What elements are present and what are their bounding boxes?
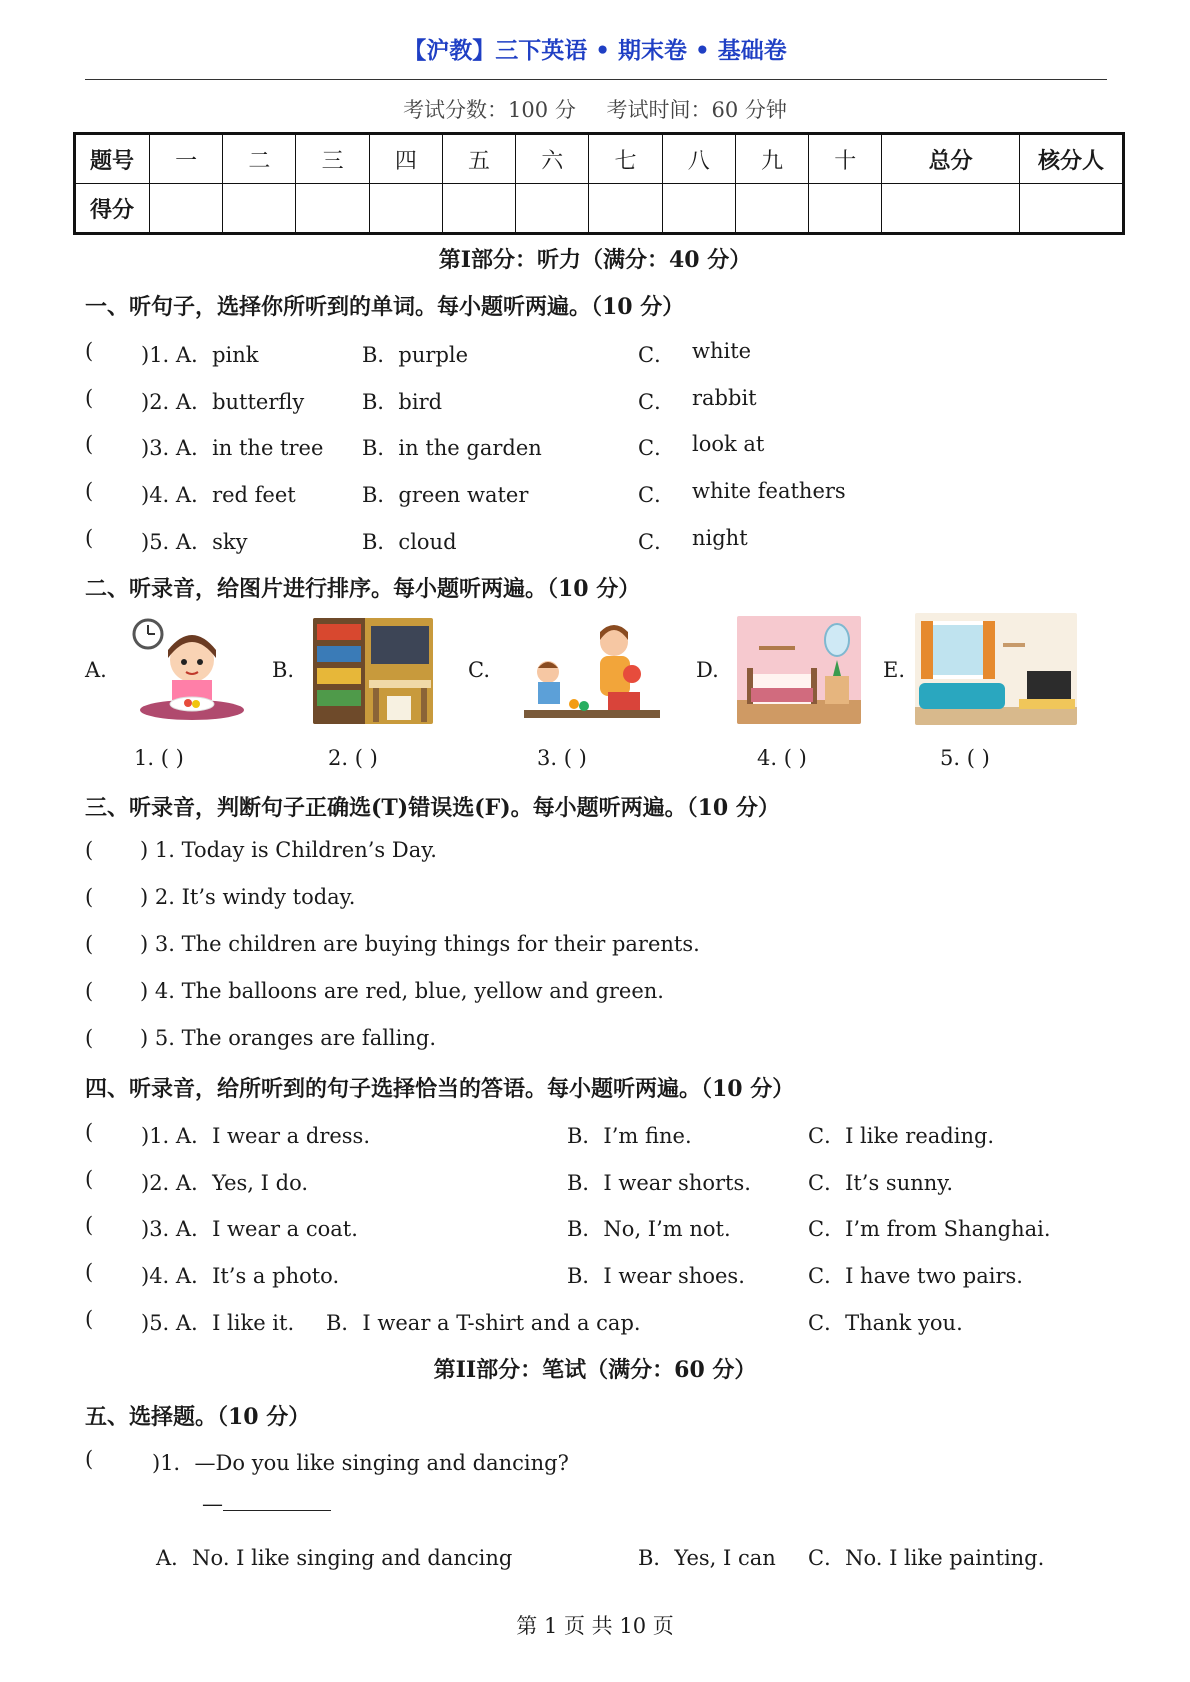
score-cell[interactable] [516,184,589,234]
picture-girl-eating [132,618,252,724]
question-option-c-label: C． [638,390,676,414]
picture-living-room [915,613,1077,725]
part1-title: 第I部分：听力（满分：40 分） [438,247,752,273]
score-cell[interactable] [589,184,662,234]
answer-paren[interactable]: ( [85,1447,94,1471]
reply-option-c: C．Thank you. [808,1311,963,1335]
question-option-a: )2. A．butterfly [141,390,305,414]
score-cell[interactable] [223,184,296,234]
picture-study-room [313,618,433,724]
statement: ) 1. Today is Children’s Day. [140,838,437,862]
question-option-a: )5. A．sky [141,530,248,554]
reply-option-b: B．I’m fine. [567,1124,692,1148]
picture-mother-cooking [522,618,662,724]
cell-header: 七 [589,134,662,184]
blank-line [223,1492,331,1511]
statement: ) 2. It’s windy today. [140,885,356,909]
picture-label-a: A. [85,658,107,682]
picture-label-b: B. [272,658,295,682]
question-option-c: white [692,339,752,363]
score-table [73,132,1125,235]
cell-header: 九 [735,134,808,184]
question-option-b: B．in the garden [362,436,542,460]
cell-header: 二 [223,134,296,184]
reply-option-a: )1. A．I wear a dress. [141,1124,371,1148]
question-option-b: B．green water [362,483,529,507]
reply-option-c: C．It’s sunny. [808,1171,954,1195]
answer-paren[interactable]: ( [85,386,94,410]
score-cell[interactable] [735,184,808,234]
question-option-b: B．purple [362,343,469,367]
score-cell[interactable] [882,184,1020,234]
cell-header: 一 [150,134,223,184]
choice-option-a: A．No. I like singing and dancing [156,1546,513,1570]
question-option-c-label: C． [638,436,676,460]
reply-option-a: )4. A．It’s a photo. [141,1264,340,1288]
answer-paren[interactable]: ( [85,885,94,909]
statement: ) 4. The balloons are red, blue, yellow and green. [140,979,664,1003]
score-cell[interactable] [809,184,882,234]
reply-option-b: B．I wear shorts. [567,1171,751,1195]
section4-heading: 四、听录音，给所听到的句子选择恰当的答语。每小题听两遍。（10 分） [85,1076,795,1102]
question-option-c: night [692,526,748,550]
order-answer-1[interactable]: 1. ( ) [134,746,184,770]
picture-bedroom [737,616,861,724]
cell-header-checker: 核分人 [1020,134,1124,184]
cell-score-label: 得分 [75,184,150,234]
answer-paren[interactable]: ( [85,1120,94,1144]
question-option-a: )1. A．pink [141,343,259,367]
time-info: 考试时间：60 分钟 [606,98,787,122]
order-answer-4[interactable]: 4. ( ) [757,746,807,770]
reply-option-b: B．I wear shoes. [567,1264,745,1288]
score-cell[interactable] [662,184,735,234]
question-option-b: B．bird [362,390,443,414]
question-option-c: white feathers [692,479,846,503]
score-info: 考试分数：100 分 [403,98,576,122]
cell-header: 四 [369,134,442,184]
question-option-c: look at [692,432,765,456]
reply-option-c: C．I’m from Shanghai. [808,1217,1051,1241]
answer-line[interactable] [202,1492,331,1516]
picture-label-c: C. [468,658,490,682]
page-number: 第 1 页 共 10 页 [516,1614,674,1638]
reply-option-a: )2. A．Yes, I do. [141,1171,309,1195]
order-answer-2[interactable]: 2. ( ) [328,746,378,770]
answer-paren[interactable]: ( [85,339,94,363]
choice-question: )1．—Do you like singing and dancing? [152,1451,569,1475]
cell-header-total: 总分 [882,134,1020,184]
question-option-c-label: C． [638,483,676,507]
exam-info [0,94,1190,124]
score-table-header-row [75,134,1124,184]
question-option-b: B．cloud [362,530,457,554]
answer-paren[interactable]: ( [85,526,94,550]
cell-header: 五 [442,134,515,184]
picture-label-e: E. [883,658,906,682]
part2-title: 第II部分：笔试（满分：60 分） [433,1357,757,1383]
header-divider [85,79,1107,80]
choice-option-b: B．Yes, I can [638,1546,776,1570]
statement: ) 5. The oranges are falling. [140,1026,437,1050]
score-cell[interactable] [442,184,515,234]
cell-header: 十 [809,134,882,184]
answer-paren[interactable]: ( [85,1026,94,1050]
score-table-score-row [75,184,1124,234]
answer-paren[interactable]: ( [85,979,94,1003]
section1-heading: 一、听句子，选择你所听到的单词。每小题听两遍。（10 分） [85,294,685,320]
choice-option-c: C．No. I like painting. [808,1546,1045,1570]
question-option-c-label: C． [638,343,676,367]
question-option-c: rabbit [692,386,757,410]
cell-header: 三 [296,134,369,184]
answer-paren[interactable]: ( [85,1307,94,1331]
cell-header: 八 [662,134,735,184]
answer-paren[interactable]: ( [85,1167,94,1191]
question-option-a: )4. A．red feet [141,483,296,507]
answer-paren[interactable]: ( [85,432,94,456]
score-cell[interactable] [296,184,369,234]
reply-option-a: )3. A．I wear a coat. [141,1217,358,1241]
section2-heading: 二、听录音，给图片进行排序。每小题听两遍。（10 分） [85,576,641,602]
page-title: 【沪教】三下英语 • 期末卷 • 基础卷 [403,38,787,64]
cell-header-label: 题号 [75,134,150,184]
picture-label-d: D. [696,658,719,682]
answer-paren[interactable]: ( [85,1213,94,1237]
answer-paren[interactable]: ( [85,838,94,862]
answer-paren[interactable]: ( [85,479,94,503]
question-option-c-label: C． [638,530,676,554]
score-cell[interactable] [1020,184,1124,234]
section5-heading: 五、选择题。（10 分） [85,1404,311,1430]
dash: — [202,1492,223,1516]
order-answer-5[interactable]: 5. ( ) [940,746,990,770]
reply-option-b: B．I wear a T-shirt and a cap. [326,1311,641,1335]
statement: ) 3. The children are buying things for their parents. [140,932,700,956]
score-cell[interactable] [150,184,223,234]
reply-option-c: C．I like reading. [808,1124,995,1148]
reply-option-c: C．I have two pairs. [808,1264,1023,1288]
order-answer-3[interactable]: 3. ( ) [537,746,587,770]
reply-option-a: )5. A．I like it. [141,1311,295,1335]
reply-option-b: B．No, I’m not. [567,1217,731,1241]
cell-header: 六 [516,134,589,184]
score-cell[interactable] [369,184,442,234]
answer-paren[interactable]: ( [85,932,94,956]
answer-paren[interactable]: ( [85,1260,94,1284]
section3-heading: 三、听录音，判断句子正确选(T)错误选(F)。每小题听两遍。（10 分） [85,795,780,821]
question-option-a: )3. A．in the tree [141,436,324,460]
